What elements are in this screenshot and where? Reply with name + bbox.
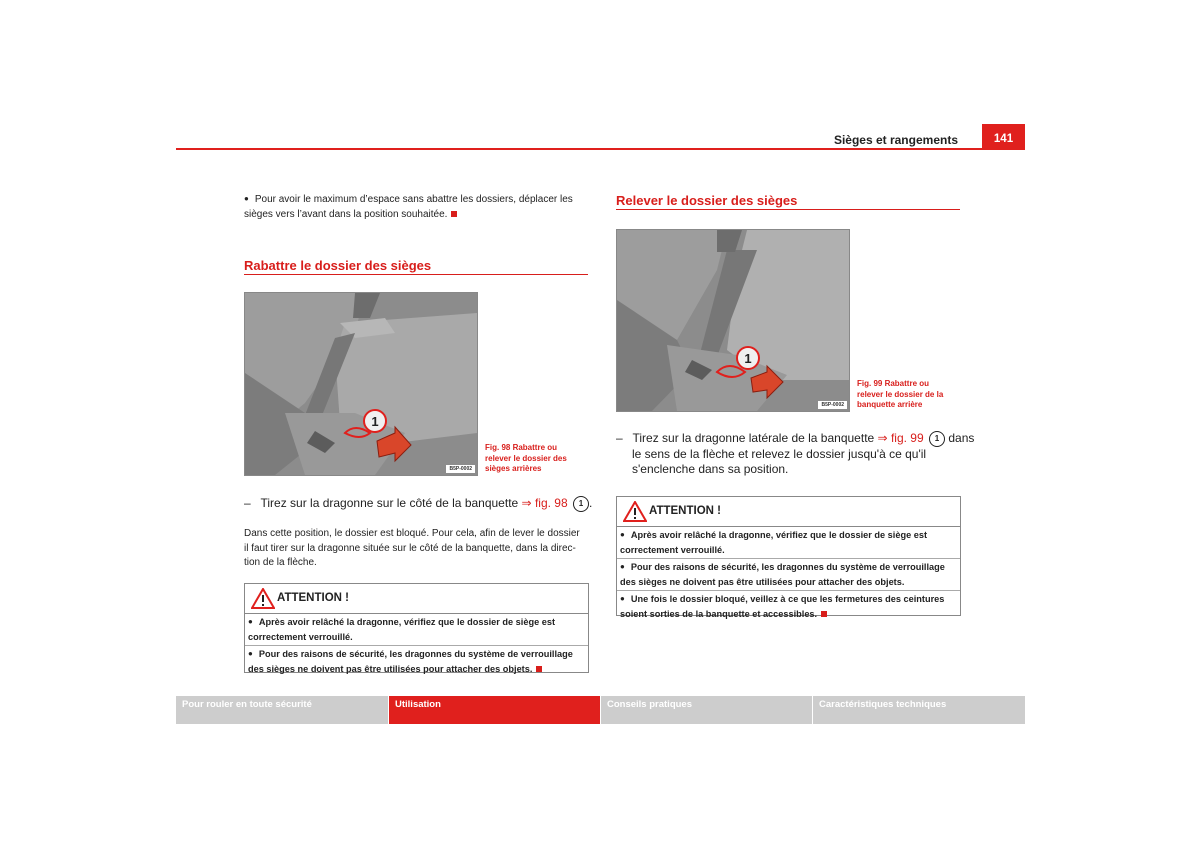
paragraph-line1: Dans cette position, le dossier est bloqué. Pour cela, afin de lever le dossier: [244, 528, 580, 539]
ref-arrow-icon: ⇒: [877, 431, 888, 445]
figure-98-caption-line1: Fig. 98 Rabattre ou: [485, 443, 558, 452]
step-text-after: dans: [948, 431, 975, 445]
figure-99-caption-line1: Fig. 99 Rabattre ou: [857, 379, 930, 388]
warning-title: ATTENTION !: [649, 505, 721, 517]
footer-tab-conseils[interactable]: Conseils pratiques: [601, 696, 812, 724]
end-square-icon: [821, 611, 827, 617]
intro-bullet: [244, 193, 594, 222]
warning-item: ● Après avoir relâché la dragonne, vérifiez que le dossier de siège est correctement verrouillé.: [245, 614, 588, 645]
section-rule-fold: [244, 274, 588, 275]
step-dash: –: [616, 431, 623, 445]
warning-item: ● Après avoir relâché la dragonne, vérifiez que le dossier de siège est correctement verrouillé.: [617, 527, 960, 558]
callout-number: 1: [929, 431, 945, 447]
figure-99-callout: 1: [744, 351, 752, 366]
end-square-icon: [451, 211, 457, 217]
step-text-line3: s'enclenche dans sa position.: [632, 462, 789, 476]
page-number: 141: [982, 124, 1025, 149]
warning-header: [617, 497, 960, 527]
figure-99-code: B5P-0002: [818, 401, 847, 409]
figure-98-code: B5P-0002: [446, 465, 475, 473]
figure-99-caption-line2: relever le dossier de la: [857, 389, 944, 399]
figure-98-caption-line2: relever le dossier des: [485, 453, 567, 463]
figure-99-caption-line3: banquette arrière: [857, 400, 923, 409]
warning-title: ATTENTION !: [277, 592, 349, 604]
seat-raise-illustration: [617, 230, 849, 411]
warning-triangle-icon: [251, 588, 275, 609]
figure-99-image: [616, 229, 850, 412]
warning-header: [245, 584, 588, 614]
ref-arrow-icon: ⇒: [521, 496, 532, 510]
end-square-icon: [536, 666, 542, 672]
warning-item: ● Pour des raisons de sécurité, les dragonnes du système de verrouillage des sièges ne doivent pas être utilisées pour attacher des objets.: [617, 559, 960, 590]
header-rule: [176, 148, 1025, 150]
footer-tab-caracteristiques[interactable]: Caractéristiques techniques: [813, 696, 1025, 724]
paragraph-fold: [244, 527, 594, 571]
figure-99-caption: [857, 379, 957, 411]
warning-item: ● Pour des raisons de sécurité, les dragonnes du système de verrouillage des sièges ne doivent pas être utilisées pour attacher des objets.: [245, 646, 588, 677]
warning-triangle-icon: [623, 501, 647, 522]
step-end: .: [589, 496, 593, 510]
figure-ref-link[interactable]: fig. 98: [534, 496, 568, 510]
section-title-fold: Rabattre le dossier des sièges: [244, 258, 432, 273]
step-text: Tirez sur la dragonne sur le côté de la banquette: [260, 496, 519, 510]
figure-ref-link[interactable]: fig. 99: [890, 431, 924, 445]
paragraph-line2: il faut tirer sur la dragonne située sur le côté de la banquette, dans la direc-: [244, 542, 576, 554]
step-left: [244, 496, 594, 512]
seat-fold-illustration: [245, 293, 477, 475]
step-dash: –: [244, 496, 251, 510]
step-text-line1: Tirez sur la dragonne latérale de la banquette: [632, 431, 875, 445]
paragraph-line3: tion de la flèche.: [244, 557, 317, 568]
figure-98-image: [244, 292, 478, 476]
intro-bullet-text: Pour avoir le maximum d’espace sans abattre les dossiers, déplacer les: [254, 194, 573, 205]
warning-box-left: [244, 583, 589, 673]
page-header-title: Sièges et rangements: [833, 133, 958, 147]
callout-number: 1: [573, 496, 589, 512]
figure-98-caption: [485, 443, 585, 475]
section-title-raise: Relever le dossier des sièges: [616, 193, 798, 208]
figure-98-callout: 1: [371, 414, 379, 429]
footer-tab-securite[interactable]: Pour rouler en toute sécurité: [176, 696, 388, 724]
warning-box-right: [616, 496, 961, 619]
figure-98-caption-line3: sièges arrières: [485, 464, 542, 473]
section-rule-raise: [616, 209, 960, 210]
step-text-line2: le sens de la flèche et relevez le dossier jusqu'à ce qu'il: [632, 447, 927, 461]
step-right: [616, 431, 975, 477]
intro-bullet-text-2: sièges vers l’avant dans la position souhaitée.: [244, 208, 448, 220]
warning-item: ● Une fois le dossier bloqué, veillez à ce que les fermetures des ceintures soient sorties de la banquette et accessibles.: [617, 591, 960, 622]
footer-tab-utilisation[interactable]: Utilisation: [389, 696, 600, 724]
